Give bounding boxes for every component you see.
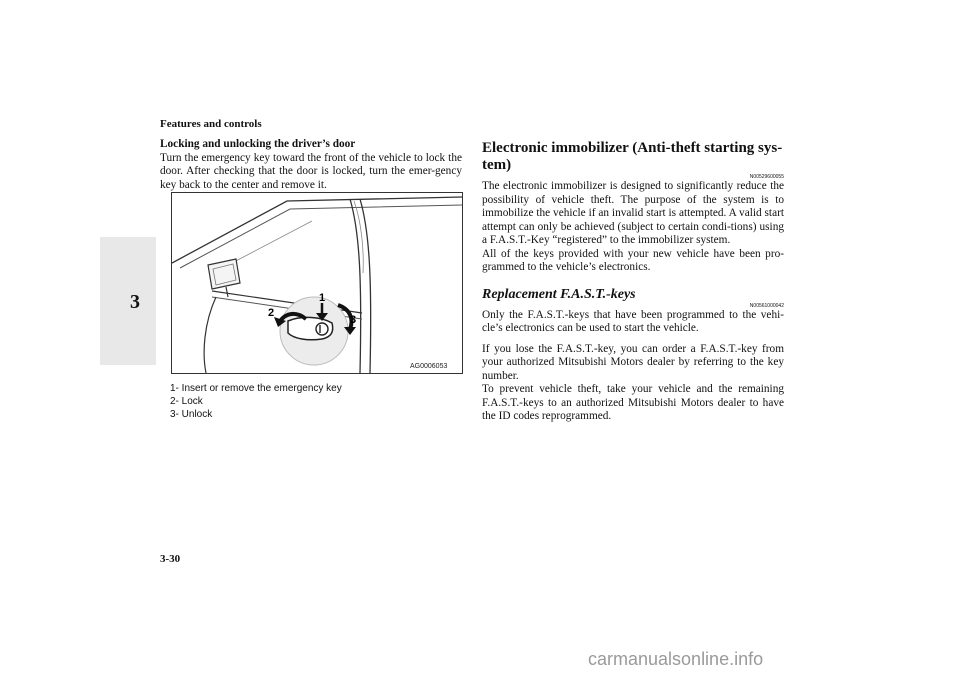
caption-item: 2- Lock (170, 396, 203, 407)
door-lock-body: Turn the emergency key toward the front of the vehicle to lock the door. After checking that the door is locked, turn the emer-gency key back to the center and remove it. (160, 151, 462, 191)
replacement-para-1: Only the F.A.S.T.-keys that have been programmed to the vehi-cle’s electronics can be used to start the vehicle. (482, 308, 784, 334)
section-header: Features and controls (160, 118, 262, 130)
replacement-para-3: To prevent vehicle theft, take your vehicle and the remaining F.A.S.T.-keys to an authorized Mitsubishi Motors dealer to have the ID codes reprogrammed. (482, 383, 784, 422)
immobilizer-para-1: The electronic immobilizer is designed to significantly reduce the possibility of vehicle theft. The purpose of the system is to immobilize the vehicle if an invalid start is attempted. A valid start attempt can only be achieved (subject to certain condi-tions) using a F.A.S.T.-Key “registered” to the immobilizer system. (482, 180, 784, 246)
callout-2: 2 (268, 307, 275, 319)
door-handle-figure (171, 192, 463, 374)
replacement-keys-ref-code: N00561000042 (749, 302, 784, 309)
immobilizer-para-2: All of the keys provided with your new vehicle have been pro-grammed to the vehicle’s electronics. (482, 247, 784, 273)
immobilizer-ref-code: N00529600055 (749, 174, 784, 180)
immobilizer-heading: Electronic immobilizer (Anti-theft starting sys-tem) (482, 140, 783, 173)
chapter-tab (100, 237, 156, 365)
callout-3: 3 (350, 314, 357, 326)
left-column (160, 138, 462, 192)
replacement-para-2: If you lose the F.A.S.T.-key, you can order a F.A.S.T.-key from your authorized Mitsubishi Motors dealer by referring to the key number. (482, 342, 784, 382)
right-column (482, 140, 784, 424)
door-lock-subheading: Locking and unlocking the driver’s door (160, 138, 356, 150)
callout-1: 1 (319, 292, 326, 304)
page-number: 3-30 (160, 553, 181, 565)
caption-item: 1- Insert or remove the emergency key (170, 383, 342, 394)
door-handle-illustration (172, 193, 462, 373)
chapter-number: 3 (130, 291, 140, 313)
caption-item: 3- Unlock (170, 409, 213, 420)
figure-captions (170, 382, 342, 421)
figure-code: AG0006053 (410, 363, 448, 370)
replacement-keys-heading: Replacement F.A.S.T.-keys (482, 286, 636, 302)
watermark: carmanualsonline.info (588, 649, 764, 669)
